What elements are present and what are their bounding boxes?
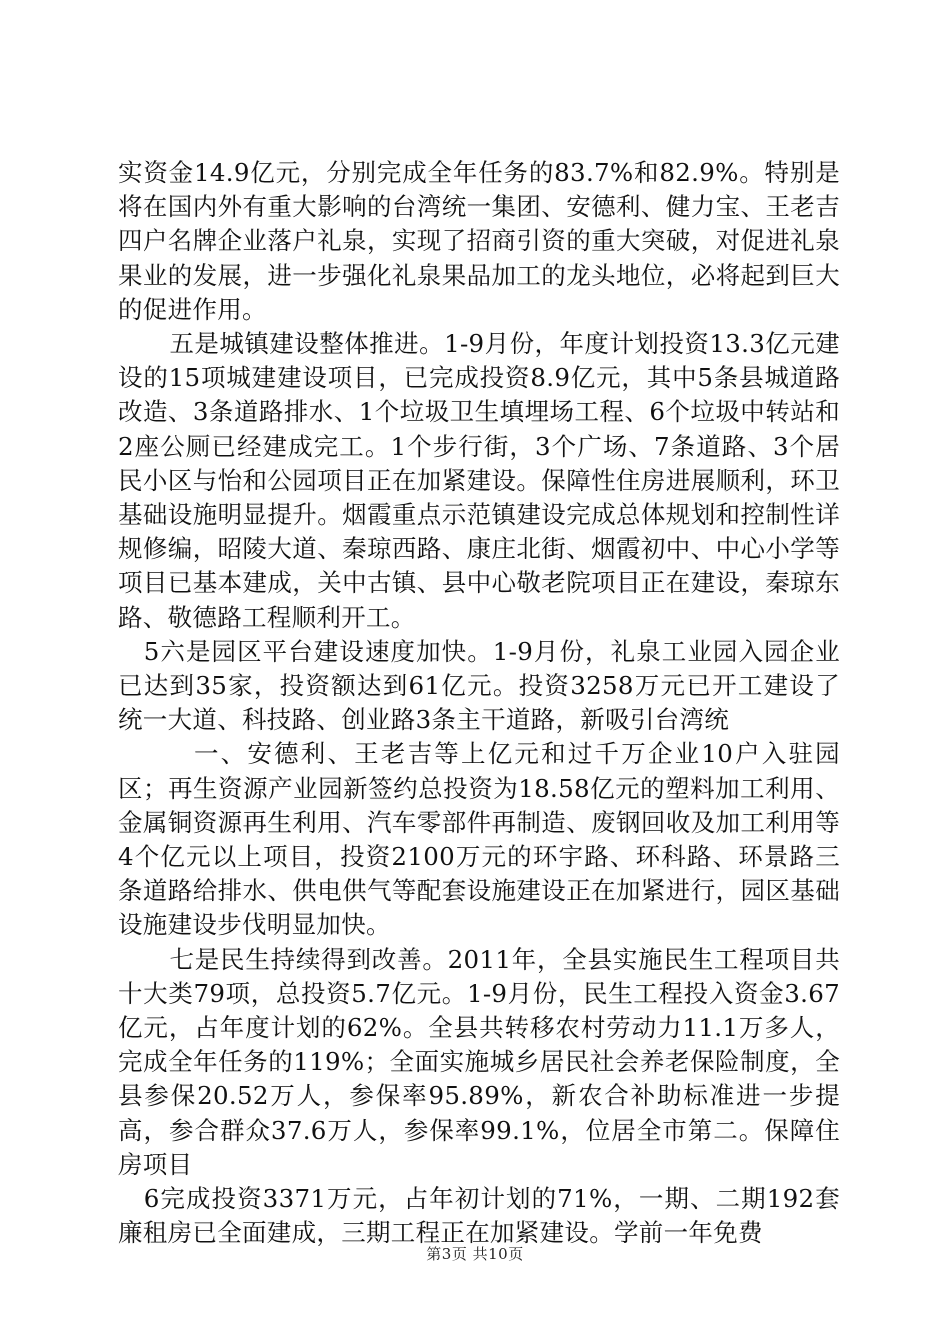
- paragraph-investment-summary: 实资金14.9亿元，分别完成全年任务的83.7%和82.9%。特别是将在国内外有重大影响的台湾统一集团、安德利、健力宝、王老吉四户名牌企业落户礼泉，实现了招商引资的重大突破，对促进礼泉果业的发展，进一步强化礼泉果品加工的龙头地位，必将起到巨大的促进作用。: [118, 158, 840, 324]
- paragraph-housing: 6完成投资3371万元，占年初计划的71%，一期、二期192套廉租房已全面建成，三期工程正在加紧建设。学前一年免费: [118, 1184, 840, 1248]
- paragraph-livelihood: 七是民生持续得到改善。2011年，全县实施民生工程项目共十大类79项，总投资5.7亿元。1-9月份，民生工程投入资金3.67亿元，占年度计划的62%。全县共转移农村劳动力11.1万多人，完成全年任务的119%；全面实施城乡居民社会养老保险制度，全县参保20.52万人，参保率95.89%，新农合补助标准进一步提高，参合群众37.6万人，参保率99.1%，位居全市第二。保障住房项目: [118, 944, 840, 1179]
- paragraph-park-enterprises: 一、安德利、王老吉等上亿元和过千万企业10户入驻园区；再生资源产业园新签约总投资为18.58亿元的塑料加工利用、金属铜资源再生利用、汽车零部件再制造、废钢回收及加工利用等4个亿元以上项目，投资2100万元的环宇路、环科路、环景路三条道路给排水、供电供气等配套设施建设正在加紧进行，园区基础设施建设步伐明显加快。: [118, 739, 840, 940]
- document-body: [118, 156, 840, 1251]
- page-number-footer: 第3页 共10页: [426, 1245, 524, 1263]
- paragraph-urban-construction: 五是城镇建设整体推进。1-9月份，年度计划投资13.3亿元建设的15项城建建设项目，已完成投资8.9亿元，其中5条县城道路改造、3条道路排水、1个垃圾卫生填埋场工程、6个垃圾中转站和2座公厕已经建成完工。1个步行街，3个广场、7条道路、3个居民小区与怡和公园项目正在加紧建设。保障性住房进展顺利，环卫基础设施明显提升。烟霞重点示范镇建设完成总体规划和控制性详规修编，昭陵大道、秦琼西路、康庄北街、烟霞初中、中心小学等项目已基本建成，关中古镇、县中心敬老院项目正在建设，秦琼东路、敬德路工程顺利开工。: [118, 329, 840, 632]
- paragraph-industrial-park: 5六是园区平台建设速度加快。1-9月份，礼泉工业园入园企业已达到35家，投资额达到61亿元。投资3258万元已开工建设了统一大道、科技路、创业路3条主干道路，新吸引台湾统: [118, 636, 840, 735]
